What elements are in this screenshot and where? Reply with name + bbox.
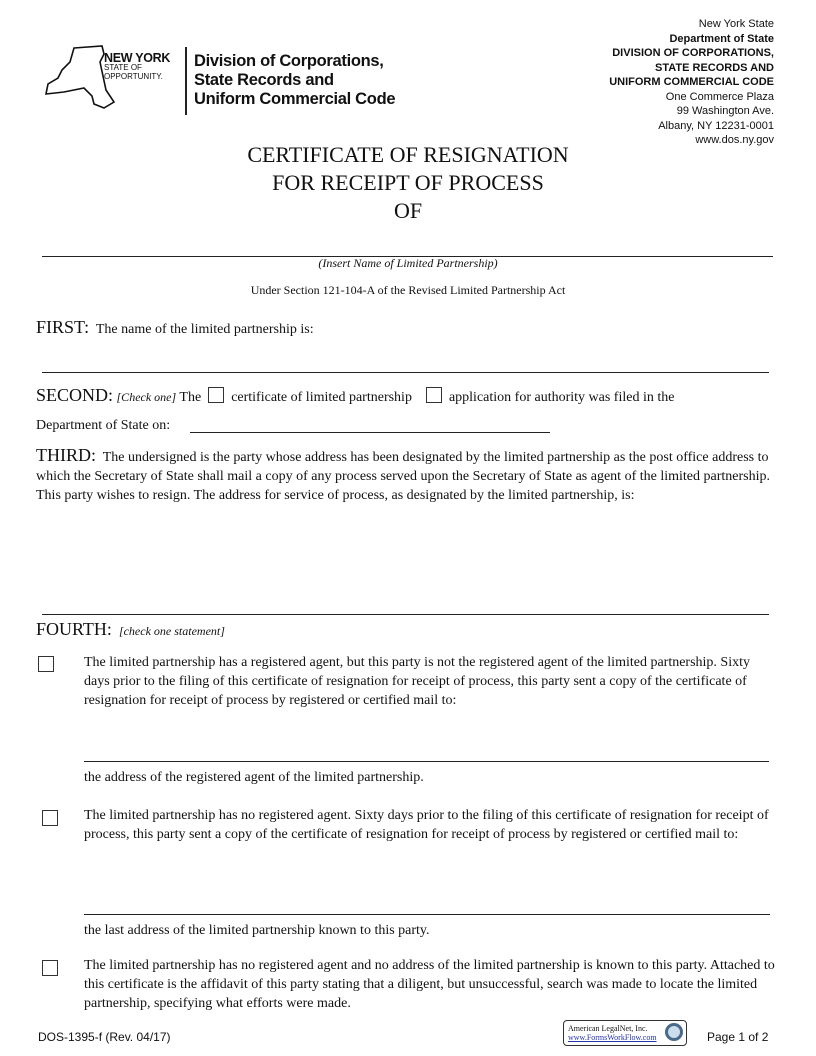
filed-on-label: Department of State on:: [36, 418, 171, 433]
option-1-text: The limited partnership has a registered agent, but this party is not the registered agent of the limited partnership. Sixty days prior to the filing of this certificate of resignation for receipt of process, this party sent a copy of the certificate of resignation for receipt of process by registered or certified mail to:: [84, 655, 750, 708]
option-2-text: The limited partnership has no registered agent. Sixty days prior to the filing of this certificate of resignation for receipt of process, this party sent a copy of the certificate of resignation for receipt of process by registered or certified mail to:: [84, 808, 769, 842]
second-the: The: [179, 390, 202, 405]
division-name: [194, 52, 395, 109]
address-division: DIVISION OF CORPORATIONS,: [612, 47, 774, 59]
third-label: THIRD:: [36, 445, 96, 465]
third-text: The undersigned is the party whose address has been designated by the limited partnership as the post office address to which the Secretary of State shall mail a copy of any process served upon the Secretary of State as agent of the limited partnership. This party wishes to resign. The address for service of process, as designated by the limited partnership, is:: [36, 450, 770, 503]
option-1-after: the address of the registered agent of the limited partnership.: [84, 770, 424, 785]
application-checkbox[interactable]: [426, 387, 442, 403]
page-number: Page 1 of 2: [707, 1030, 769, 1044]
title-line: OF: [393, 198, 423, 223]
option-3-checkbox[interactable]: [42, 960, 58, 976]
division-line: State Records and: [194, 71, 334, 89]
option-3-text: The limited partnership has no registered agent and no address of the limited partnership is known to this party. Attached to this certificate is the affidavit of this party stating that a diligent, but unsuccessful, search was made to locate the limited partnership, specifying what efforts were made.: [84, 958, 775, 1011]
filed-date-field[interactable]: [190, 432, 550, 433]
option-1-checkbox[interactable]: [38, 656, 54, 672]
first-text: The name of the limited partnership is:: [95, 322, 314, 337]
last-address-field[interactable]: [84, 914, 770, 915]
badge-name: American LegalNet, Inc.: [568, 1024, 648, 1033]
globe-icon: [665, 1023, 683, 1041]
first-label: FIRST:: [36, 317, 90, 337]
certificate-checkbox[interactable]: [208, 387, 224, 403]
service-address-field[interactable]: [42, 614, 769, 615]
name-caption: (Insert Name of Limited Partnership): [318, 256, 498, 270]
address-street: One Commerce Plaza: [665, 90, 774, 103]
logo-state: NEW YORK: [104, 51, 171, 65]
division-line: Uniform Commercial Code: [194, 90, 396, 108]
logo-tagline-2: OPPORTUNITY.: [104, 72, 163, 81]
forms-workflow-badge[interactable]: [563, 1020, 687, 1046]
division-line: Division of Corporations,: [194, 52, 384, 70]
statute-reference: Under Section 121-104-A of the Revised Limited Partnership Act: [250, 283, 566, 297]
option-2-checkbox[interactable]: [42, 810, 58, 826]
nys-logo: [104, 53, 170, 81]
form-id: DOS-1395-f (Rev. 04/17): [38, 1030, 171, 1044]
application-option-label: application for authority was filed in the: [448, 390, 675, 405]
address-department: Department of State: [669, 32, 774, 45]
certificate-option-label: certificate of limited partnership: [231, 390, 412, 405]
second-label: SECOND:: [36, 385, 114, 405]
agent-address-field[interactable]: [84, 761, 769, 762]
document-title: [0, 141, 816, 225]
address-state: New York State: [698, 18, 774, 30]
badge-link[interactable]: www.FormsWorkFlow.com: [568, 1033, 657, 1042]
logo-divider: [185, 47, 187, 115]
title-line: CERTIFICATE OF RESIGNATION: [247, 142, 569, 167]
check-one-note: [Check one]: [116, 390, 177, 404]
fourth-label: FOURTH:: [36, 619, 112, 639]
first-name-field[interactable]: [42, 372, 769, 373]
address-website[interactable]: www.dos.ny.gov: [695, 134, 774, 146]
option-2-after: the last address of the limited partnership known to this party.: [84, 923, 430, 938]
address-city: Albany, NY 12231-0001: [658, 119, 774, 132]
title-line: FOR RECEIPT OF PROCESS: [272, 170, 544, 195]
address-division: UNIFORM COMMERCIAL CODE: [609, 76, 774, 88]
department-address: [609, 17, 774, 148]
logo-tagline-1: STATE OF: [104, 63, 142, 72]
address-street: 99 Washington Ave.: [676, 105, 774, 117]
fourth-instruction: [check one statement]: [118, 624, 225, 638]
address-division: STATE RECORDS AND: [655, 61, 774, 74]
